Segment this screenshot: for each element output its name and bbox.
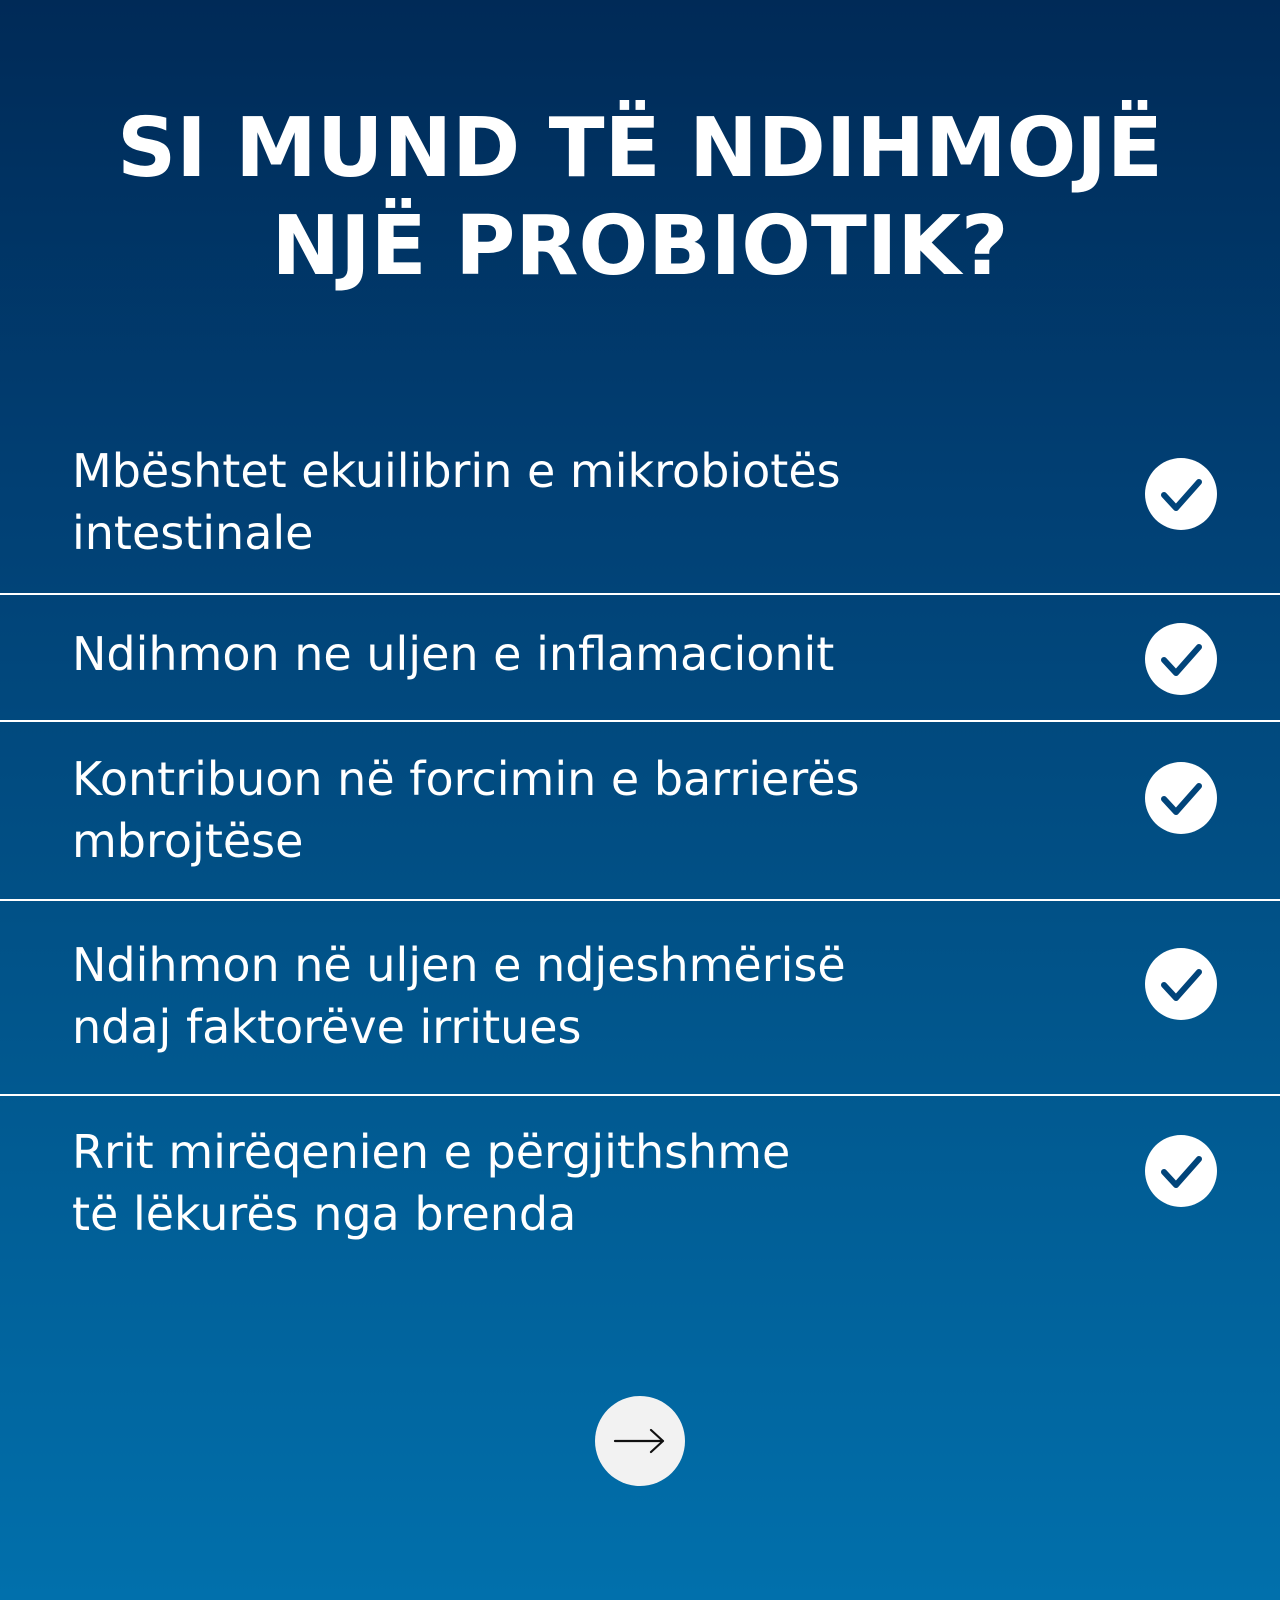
arrow-right-icon — [595, 1396, 685, 1486]
check-circle-icon — [1145, 623, 1217, 695]
divider — [0, 593, 1280, 595]
check-circle-icon — [1145, 948, 1217, 1020]
check-circle-icon — [1145, 458, 1217, 530]
benefit-text: Rrit mirëqenien e përgjithshme të lëkurës nga brenda — [72, 1125, 791, 1241]
next-button[interactable] — [595, 1396, 685, 1486]
check-circle-icon — [1145, 1135, 1217, 1207]
title-line-2: NJË PROBIOTIK? — [271, 199, 1009, 294]
page-title — [0, 100, 1280, 296]
benefit-text: Ndihmon ne uljen e inflamacionit — [72, 627, 835, 681]
check-circle-icon — [1145, 762, 1217, 834]
divider — [0, 899, 1280, 901]
benefit-text: Kontribuon në forcimin e barrierës mbrojtëse — [72, 752, 860, 868]
divider — [0, 720, 1280, 722]
title-line-1: SI MUND TË NDIHMOJË — [117, 101, 1163, 196]
benefit-text: Mbështet ekuilibrin e mikrobiotës intestinale — [72, 444, 841, 560]
benefit-text: Ndihmon në uljen e ndjeshmërisë ndaj faktorëve irritues — [72, 938, 846, 1054]
divider — [0, 1094, 1280, 1096]
